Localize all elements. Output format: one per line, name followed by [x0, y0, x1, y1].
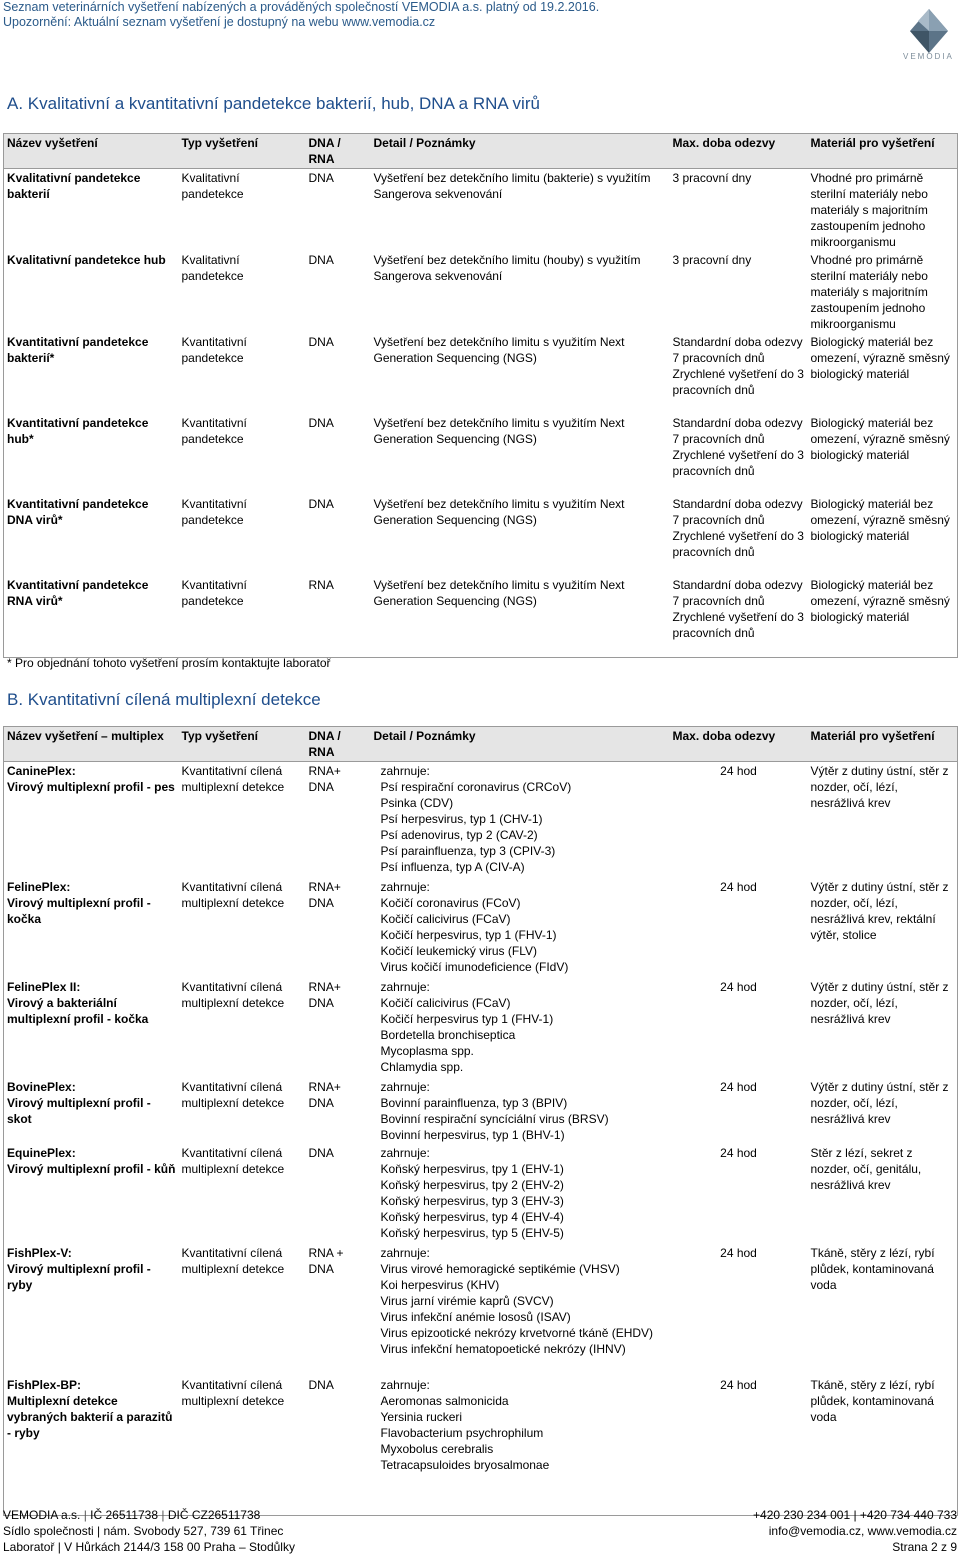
test-type: Kvalitativní pandetekce: [181, 171, 244, 201]
table-row: [4, 576, 958, 658]
detail-item: Kočičí herpesvirus, typ 1 (FHV-1): [380, 927, 557, 942]
test-time: Standardní doba odezvy 7 pracovních dnů Zrychlené vyšetření do 3 pracovních dnů: [672, 335, 804, 397]
test-detail: Vyšetření bez detekčního limitu (bakterie) s využitím Sangerova sekvenování: [373, 171, 651, 201]
multiplex-subtitle: Virový multiplexní profil - ryby: [7, 1261, 151, 1292]
test-detail: [371, 878, 670, 978]
test-material: Stěr z lézí, sekret z nozder, očí, genitálu, nesrážlivá krev: [810, 1145, 922, 1192]
section-b-table: [3, 726, 958, 1516]
test-detail: [371, 1078, 670, 1144]
test-detail: Vyšetření bez detekčního limitu s využitím Next Generation Sequencing (NGS): [373, 578, 625, 608]
table-row: [4, 1244, 958, 1376]
test-time: 3 pracovní dny: [672, 253, 752, 267]
detail-heading: zahrnuje:: [380, 764, 430, 778]
detail-heading: zahrnuje:: [380, 1145, 430, 1160]
section-b-body: [4, 762, 958, 1516]
test-name: Kvalitativní pandetekce hub: [7, 253, 166, 267]
test-name: Kvantitativní pandetekce bakterií*: [7, 335, 149, 365]
test-material: Výtěr z dutiny ústní, stěr z nozder, očí, lézí, nesrážlivá krev: [810, 764, 949, 810]
table-row: [4, 1144, 958, 1244]
test-material: Biologický materiál bez omezení, výrazně směsný biologický materiál: [810, 578, 950, 624]
detail-item: Kočičí calicivirus (FCaV): [380, 995, 511, 1010]
detail-item: Kočičí herpesvirus typ 1 (FHV-1): [380, 1011, 554, 1026]
footer-seat: Sídlo společnosti | nám. Svobody 527, 739 61 Třinec: [3, 1524, 284, 1538]
table-row: [4, 1078, 958, 1144]
multiplex-name: CaninePlex:: [7, 764, 76, 778]
detail-item: Tetracapsuloides bryosalmonae: [380, 1457, 550, 1472]
test-name: Kvantitativní pandetekce DNA virů*: [7, 497, 149, 527]
test-type: Kvantitativní cílená multiplexní detekce: [181, 1245, 285, 1276]
table-row: [4, 333, 958, 414]
multiplex-name-cell: [4, 1144, 179, 1244]
multiplex-name: FelinePlex:: [7, 879, 71, 894]
test-material: Vhodné pro primárně sterilní materiály nebo materiály s majoritním zastoupením jednoho mikroorganismu: [810, 253, 928, 331]
test-material: Výtěr z dutiny ústní, stěr z nozder, očí, lézí, nesrážlivá krev: [810, 1079, 949, 1126]
col-header-time: Max. doba odezvy: [670, 134, 808, 169]
test-detail: [371, 762, 670, 878]
col-header-detail: Detail / Poznámky: [371, 134, 670, 169]
detail-item: Mycoplasma spp.: [380, 1043, 474, 1058]
test-type: Kvantitativní cílená multiplexní detekce: [181, 1079, 285, 1110]
test-material: Biologický materiál bez omezení, výrazně směsný biologický materiál: [810, 335, 950, 381]
test-na: DNA: [308, 416, 334, 430]
test-na: RNA+ DNA: [308, 1079, 341, 1110]
test-type: Kvantitativní cílená multiplexní detekce: [181, 879, 285, 910]
test-type: Kvalitativní pandetekce: [181, 253, 244, 283]
test-na: DNA: [308, 335, 334, 349]
test-name: Kvalitativní pandetekce bakterií: [7, 171, 141, 201]
test-name: Kvantitativní pandetekce RNA virů*: [7, 578, 149, 608]
test-time: 24 hod: [720, 979, 757, 994]
footer-web: info@vemodia.cz, www.vemodia.cz: [768, 1524, 957, 1538]
test-type: Kvantitativní pandetekce: [181, 335, 247, 365]
table-row: [4, 169, 958, 252]
multiplex-subtitle: Virový a bakteriální multiplexní profil - kočka: [7, 995, 149, 1026]
test-na: DNA: [308, 497, 334, 511]
detail-item: Virus epizootické nekrózy krvetvorné tkáně (EHDV): [380, 1325, 654, 1340]
table-row: [4, 878, 958, 978]
detail-item: Flavobacterium psychrophilum: [380, 1425, 544, 1440]
detail-item: Koňský herpesvirus, typ 3 (EHV-3): [380, 1193, 564, 1208]
col-header-name: Název vyšetření: [4, 134, 179, 169]
detail-heading: zahrnuje:: [380, 979, 430, 994]
detail-item: Koňský herpesvirus, typ 4 (EHV-4): [380, 1209, 564, 1224]
test-na: DNA: [308, 1377, 334, 1392]
detail-item: Virus infekční anémie lososů (ISAV): [380, 1309, 571, 1324]
test-na: RNA: [308, 578, 334, 592]
test-na: DNA: [308, 171, 334, 185]
test-detail: [371, 978, 670, 1078]
section-b-title: B. Kvantitativní cílená multiplexní detekce: [7, 690, 321, 709]
multiplex-subtitle: Virový multiplexní profil - kočka: [7, 895, 151, 926]
footer-ico: IČ 26511738: [90, 1508, 159, 1522]
section-a-title: A. Kvalitativní a kvantitativní pandetekce bakterií, hub, DNA a RNA virů: [7, 94, 540, 113]
detail-item: Psí influenza, typ A (CIV-A): [380, 860, 525, 874]
col-header-name: Název vyšetření – multiplex: [4, 727, 179, 762]
test-time: 24 hod: [720, 1079, 757, 1094]
multiplex-name-cell: [4, 1078, 179, 1144]
detail-heading: zahrnuje:: [380, 879, 430, 894]
test-material: Tkáně, stěry z lézí, rybí plůdek, kontaminovaná voda: [810, 1245, 935, 1292]
col-header-type: Typ vyšetření: [179, 134, 306, 169]
detail-item: Chlamydia spp.: [380, 1059, 464, 1074]
test-time: Standardní doba odezvy 7 pracovních dnů Zrychlené vyšetření do 3 pracovních dnů: [672, 578, 804, 640]
footer-page-number: Strana 2 z 9: [892, 1540, 957, 1554]
table-header-row: [4, 727, 958, 762]
col-header-na: DNA / RNA: [306, 727, 371, 762]
detail-heading: zahrnuje:: [380, 1079, 430, 1094]
test-time: 24 hod: [720, 764, 757, 778]
test-type: Kvantitativní pandetekce: [181, 416, 247, 446]
test-material: Biologický materiál bez omezení, výrazně směsný biologický materiál: [810, 497, 950, 543]
test-na: RNA+ DNA: [308, 764, 341, 794]
table-row: [4, 1376, 958, 1516]
detail-heading: zahrnuje:: [380, 1377, 430, 1392]
detail-item: Virus virové hemoragické septikémie (VHSV): [380, 1261, 620, 1276]
multiplex-name: BovinePlex:: [7, 1079, 76, 1094]
detail-item: Psinka (CDV): [380, 796, 454, 810]
footer-phones: +420 230 234 001 | +420 734 440 733: [753, 1508, 957, 1522]
footer-lab: Laboratoř | V Hůrkách 2144/3 158 00 Praha – Stodůlky: [3, 1540, 295, 1554]
test-type: Kvantitativní pandetekce: [181, 578, 247, 608]
detail-item: Kočičí calicivirus (FCaV): [380, 911, 511, 926]
test-detail: [371, 1376, 670, 1516]
test-material: Výtěr z dutiny ústní, stěr z nozder, očí, lézí, nesrážlivá krev, rektální výtěr, stolice: [810, 879, 949, 942]
multiplex-subtitle: Virový multiplexní profil - pes: [7, 780, 175, 794]
detail-item: Myxobolus cerebralis: [380, 1441, 494, 1456]
test-type: Kvantitativní cílená multiplexní detekce: [181, 1145, 285, 1176]
col-header-detail: Detail / Poznámky: [371, 727, 670, 762]
test-detail: Vyšetření bez detekčního limitu s využitím Next Generation Sequencing (NGS): [373, 497, 625, 527]
table-row: [4, 251, 958, 333]
detail-item: Bordetella bronchiseptica: [380, 1027, 516, 1042]
detail-item: Virus kočičí imunodeficience (FIdV): [380, 959, 569, 974]
detail-heading: zahrnuje:: [380, 1245, 430, 1260]
detail-item: Bovinní respirační syncíciální virus (BRSV): [380, 1111, 609, 1126]
footer-company: VEMODIA a.s.: [3, 1508, 81, 1522]
test-type: Kvantitativní pandetekce: [181, 497, 247, 527]
detail-item: Bovinní parainfluenza, typ 3 (BPIV): [380, 1095, 568, 1110]
test-detail: [371, 1244, 670, 1376]
table-row: [4, 978, 958, 1078]
logo-wordmark: VEMODIA: [903, 52, 954, 61]
multiplex-subtitle: Virový multiplexní profil - kůň: [7, 1161, 176, 1176]
multiplex-name: EquinePlex:: [7, 1145, 76, 1160]
test-na: DNA: [308, 253, 334, 267]
test-detail: Vyšetření bez detekčního limitu s využitím Next Generation Sequencing (NGS): [373, 416, 625, 446]
detail-item: Virus infekční hematopoetické nekrózy (IHNV): [380, 1341, 626, 1356]
test-time: Standardní doba odezvy 7 pracovních dnů Zrychlené vyšetření do 3 pracovních dnů: [672, 497, 804, 559]
col-header-time: Max. doba odezvy: [670, 727, 808, 762]
test-na: DNA: [308, 1145, 334, 1160]
multiplex-name-cell: [4, 1376, 179, 1516]
test-na: RNA + DNA: [308, 1245, 344, 1276]
test-type: Kvantitativní cílená multiplexní detekce: [181, 764, 285, 794]
test-time: 24 hod: [720, 1377, 757, 1392]
header-line-2: Upozornění: Aktuální seznam vyšetření je dostupný na webu www.vemodia.cz: [3, 15, 436, 29]
table-row: [4, 414, 958, 495]
page-footer: VEMODIA a.s. | IČ 26511738 | DIČ CZ26511738 Sídlo společnosti | nám. Svobody 527, 739 61 Třinec Laboratoř | V Hůrkách 2144/3 158 00 Praha – Stodůlky +420 230 234 001 | +420 734 440 733 info@vemodia.cz, www.vemodia.cz Strana 2 z 9: [3, 1508, 957, 1554]
multiplex-name-cell: [4, 878, 179, 978]
detail-item: Kočičí coronavirus (FCoV): [380, 895, 521, 910]
test-type: Kvantitativní cílená multiplexní detekce: [181, 1377, 285, 1408]
col-header-material: Materiál pro vyšetření: [808, 134, 958, 169]
detail-item: Psí respirační coronavirus (CRCoV): [380, 780, 572, 794]
test-time: 3 pracovní dny: [672, 171, 752, 185]
detail-item: Koňský herpesvirus, tpy 1 (EHV-1): [380, 1161, 564, 1176]
multiplex-name-cell: [4, 978, 179, 1078]
table-row: [4, 495, 958, 576]
multiplex-name-cell: [4, 762, 179, 878]
table-row: [4, 762, 958, 878]
footnote: * Pro objednání tohoto vyšetření prosím kontaktujte laboratoř: [7, 656, 331, 670]
detail-item: Kočičí leukemický virus (FLV): [380, 943, 537, 958]
multiplex-subtitle: Virový multiplexní profil - skot: [7, 1095, 151, 1126]
detail-item: Yersinia ruckeri: [380, 1409, 463, 1424]
test-na: RNA+ DNA: [308, 979, 341, 1010]
test-time: 24 hod: [720, 1145, 757, 1160]
detail-item: Psí adenovirus, typ 2 (CAV-2): [380, 828, 538, 842]
detail-item: Koi herpesvirus (KHV): [380, 1277, 500, 1292]
test-detail: [371, 1144, 670, 1244]
test-material: Tkáně, stěry z lézí, rybí plůdek, kontaminovaná voda: [810, 1377, 935, 1424]
detail-item: Psí parainfluenza, typ 3 (CPIV-3): [380, 844, 556, 858]
detail-item: Bovinní herpesvirus, typ 1 (BHV-1): [380, 1127, 565, 1142]
header-line-1: Seznam veterinárních vyšetření nabízených a prováděných společností VEMODIA a.s. platný od 19.2.2016.: [3, 0, 600, 14]
test-detail: Vyšetření bez detekčního limitu (houby) s využitím Sangerova sekvenování: [373, 253, 641, 283]
detail-item: Psí herpesvirus, typ 1 (CHV-1): [380, 812, 543, 826]
test-type: Kvantitativní cílená multiplexní detekce: [181, 979, 285, 1010]
footer-dic: DIČ CZ26511738: [167, 1508, 261, 1522]
test-time: 24 hod: [720, 1245, 757, 1260]
detail-item: Aeromonas salmonicida: [380, 1393, 509, 1408]
section-a-table: [3, 133, 958, 658]
col-header-material: Materiál pro vyšetření: [808, 727, 958, 762]
multiplex-name: FelinePlex II:: [7, 979, 81, 994]
detail-item: Koňský herpesvirus, typ 5 (EHV-5): [380, 1225, 564, 1240]
col-header-na: DNA / RNA: [306, 134, 371, 169]
test-time: Standardní doba odezvy 7 pracovních dnů Zrychlené vyšetření do 3 pracovních dnů: [672, 416, 804, 478]
detail-item: Virus jarní virémie kaprů (SVCV): [380, 1293, 554, 1308]
test-material: Výtěr z dutiny ústní, stěr z nozder, očí, lézí, nesrážlivá krev: [810, 979, 949, 1026]
test-name: Kvantitativní pandetekce hub*: [7, 416, 149, 446]
col-header-type: Typ vyšetření: [179, 727, 306, 762]
test-material: Vhodné pro primárně sterilní materiály nebo materiály s majoritním zastoupením jednoho mikroorganismu: [810, 171, 928, 249]
test-detail: Vyšetření bez detekčního limitu s využitím Next Generation Sequencing (NGS): [373, 335, 625, 365]
detail-item: Koňský herpesvirus, tpy 2 (EHV-2): [380, 1177, 564, 1192]
test-material: Biologický materiál bez omezení, výrazně směsný biologický materiál: [810, 416, 950, 462]
test-time: 24 hod: [720, 879, 757, 894]
multiplex-subtitle: Multiplexní detekce vybraných bakterií a parazitů - ryby: [7, 1393, 173, 1440]
test-na: RNA+ DNA: [308, 879, 341, 910]
multiplex-name: FishPlex-V:: [7, 1245, 72, 1260]
multiplex-name-cell: [4, 1244, 179, 1376]
table-header-row: [4, 134, 958, 169]
document-header: [3, 0, 599, 30]
multiplex-name: FishPlex-BP:: [7, 1377, 82, 1392]
